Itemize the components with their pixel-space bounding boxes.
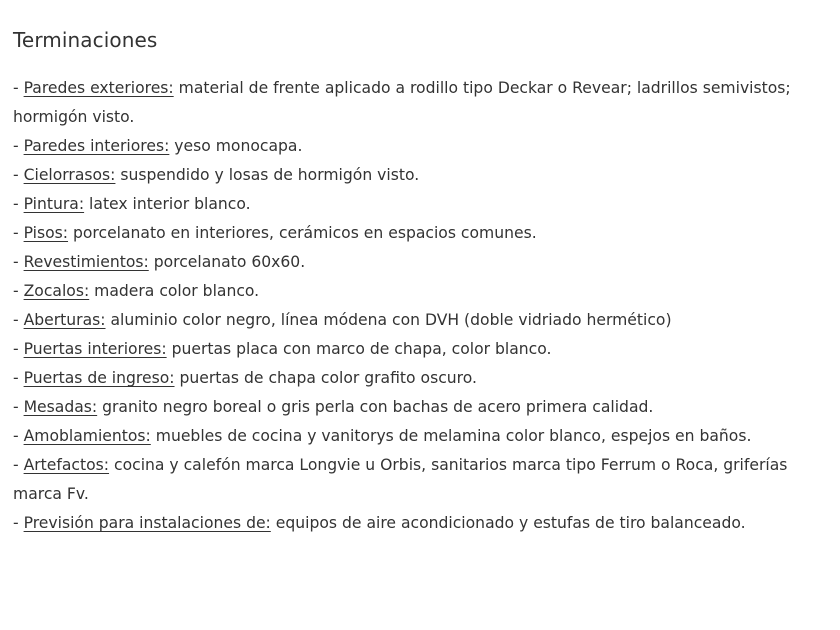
bullet-dash: - <box>13 166 24 184</box>
spec-item-mesadas <box>13 393 825 422</box>
spec-description: suspendido y losas de hormigón visto. <box>115 166 420 184</box>
spec-description: aluminio color negro, línea módena con DVH (doble vidriado hermético) <box>105 311 672 329</box>
spec-item-zocalos <box>13 277 825 306</box>
spec-label: Pintura: <box>23 195 85 213</box>
spec-item-aberturas <box>13 306 825 335</box>
spec-description: muebles de cocina y vanitorys de melamina color blanco, espejos en baños. <box>150 427 752 445</box>
spec-item-paredes-interiores <box>13 132 825 161</box>
specifications-list <box>13 74 825 538</box>
spec-item-pisos <box>13 219 825 248</box>
spec-label: Revestimientos: <box>23 253 149 271</box>
spec-description: madera color blanco. <box>89 282 260 300</box>
spec-item-cielorrasos <box>13 161 825 190</box>
spec-description: material de frente aplicado a rodillo tipo Deckar o Revear; ladrillos semivistos; hormigón visto. <box>13 79 791 126</box>
bullet-dash: - <box>13 514 24 532</box>
spec-item-puertas-interiores <box>13 335 825 364</box>
spec-label: Mesadas: <box>23 398 98 416</box>
bullet-dash: - <box>13 224 24 242</box>
spec-description: puertas placa con marco de chapa, color blanco. <box>166 340 552 358</box>
section-heading: Terminaciones <box>13 28 158 52</box>
spec-label: Paredes exteriores: <box>23 79 174 97</box>
bullet-dash: - <box>13 369 24 387</box>
spec-item-amoblamientos <box>13 422 825 451</box>
bullet-dash: - <box>13 427 24 445</box>
spec-label: Previsión para instalaciones de: <box>23 514 271 532</box>
spec-item-artefactos <box>13 451 825 509</box>
spec-label: Paredes interiores: <box>23 137 170 155</box>
spec-label: Puertas de ingreso: <box>23 369 175 387</box>
spec-label: Artefactos: <box>23 456 110 474</box>
spec-label: Puertas interiores: <box>23 340 167 358</box>
spec-description: porcelanato 60x60. <box>148 253 306 271</box>
spec-item-paredes-exteriores <box>13 74 825 132</box>
spec-description: equipos de aire acondicionado y estufas de tiro balanceado. <box>270 514 746 532</box>
spec-item-puertas-de-ingreso <box>13 364 825 393</box>
spec-label: Cielorrasos: <box>23 166 116 184</box>
spec-label: Aberturas: <box>23 311 106 329</box>
spec-item-pintura <box>13 190 825 219</box>
bullet-dash: - <box>13 311 24 329</box>
spec-description: porcelanato en interiores, cerámicos en espacios comunes. <box>68 224 537 242</box>
bullet-dash: - <box>13 398 24 416</box>
bullet-dash: - <box>13 137 24 155</box>
bullet-dash: - <box>13 79 24 97</box>
spec-item-prevision-instalaciones <box>13 509 825 538</box>
spec-description: cocina y calefón marca Longvie u Orbis, sanitarios marca tipo Ferrum o Roca, griferías marca Fv. <box>13 456 788 503</box>
spec-description: latex interior blanco. <box>84 195 251 213</box>
spec-description: yeso monocapa. <box>169 137 303 155</box>
bullet-dash: - <box>13 282 24 300</box>
bullet-dash: - <box>13 195 24 213</box>
spec-description: puertas de chapa color grafito oscuro. <box>174 369 477 387</box>
spec-description: granito negro boreal o gris perla con bachas de acero primera calidad. <box>97 398 654 416</box>
spec-label: Amoblamientos: <box>23 427 151 445</box>
bullet-dash: - <box>13 456 24 474</box>
document-page <box>13 26 825 538</box>
bullet-dash: - <box>13 253 24 271</box>
spec-label: Zocalos: <box>23 282 90 300</box>
bullet-dash: - <box>13 340 24 358</box>
spec-item-revestimientos <box>13 248 825 277</box>
spec-label: Pisos: <box>23 224 69 242</box>
